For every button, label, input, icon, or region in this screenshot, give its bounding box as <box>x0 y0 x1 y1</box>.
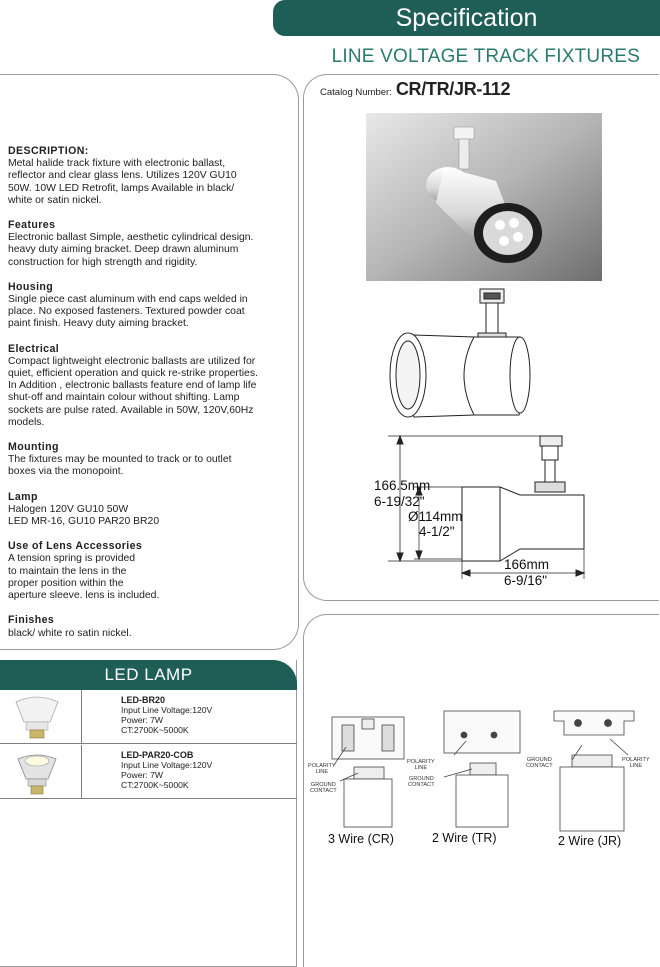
wiring-panel <box>303 614 659 967</box>
led-item-power: Power: 7W <box>121 770 164 780</box>
description-panel <box>0 74 299 650</box>
row-divider <box>81 745 82 798</box>
section-heading: Housing <box>8 280 54 293</box>
section-heading: Finishes <box>8 614 55 627</box>
page-subtitle: LINE VOLTAGE TRACK FIXTURES <box>331 46 640 67</box>
section-lens-accessories <box>8 540 296 602</box>
length-in-label: 6-9/16" <box>504 573 548 588</box>
jr-wire-label: 2 Wire (JR) <box>558 834 622 848</box>
section-features <box>8 219 296 269</box>
led-item-name: LED-PAR20-COB <box>121 750 194 760</box>
section-electrical <box>8 343 296 429</box>
section-body: Halogen 120V GU10 50W LED MR-16, GU10 PAR20 BR20 <box>8 503 160 528</box>
led-item-power: Power: 7W <box>121 715 164 725</box>
section-heading: Lamp <box>8 490 38 503</box>
section-body: The fixtures may be mounted to track or to outlet boxes via the monopoint. <box>8 454 232 478</box>
section-description <box>8 145 296 207</box>
led-item-name: LED-BR20 <box>121 695 166 705</box>
diameter-mm-label: Ø114mm <box>408 509 463 524</box>
row-divider <box>81 690 82 743</box>
section-body: Single piece cast aluminum with end caps welded in place. No exposed fasteners. Textured powder coat paint finish. Heavy duty aiming bracket. <box>8 294 248 330</box>
cr-ground-label: GROUND CONTACT <box>310 782 337 795</box>
section-lamp <box>8 491 296 529</box>
section-body: A tension spring is provided to maintain the lens in the proper position within the aperture sleeve. lens is included. <box>8 553 160 602</box>
spec-banner <box>273 0 660 36</box>
br20-lamp-icon <box>10 694 64 740</box>
cr-wire-label: 3 Wire (CR) <box>328 832 394 846</box>
led-item-info <box>121 695 212 735</box>
led-item-info <box>121 750 212 790</box>
section-mounting <box>8 441 296 479</box>
page-title: Specification <box>395 4 538 32</box>
height-in-label: 6-19/32" <box>374 494 425 509</box>
led-item-br20 <box>0 690 297 744</box>
section-finishes <box>8 614 296 639</box>
description-sections <box>8 145 296 652</box>
tr-polarity-label: POLARITY LINE <box>407 759 435 772</box>
jr-ground-label: GROUND CONTACT <box>526 757 553 770</box>
led-lamp-title: LED LAMP <box>0 660 297 690</box>
tr-wire-label: 2 Wire (TR) <box>432 831 497 845</box>
cr-polarity-label: POLARITY LINE <box>308 763 336 776</box>
led-item-voltage: Input Line Voltage:120V <box>121 760 213 770</box>
fixture-dimension-drawing <box>304 75 660 602</box>
catalog-label: Catalog Number: <box>320 87 392 98</box>
section-heading: Features <box>8 219 56 232</box>
section-body: Electronic ballast Simple, aesthetic cylindrical design. heavy duty aiming bracket. Deep drawn aluminum construction for high strength and rigidity. <box>8 232 254 268</box>
section-heading: Mounting <box>8 441 59 454</box>
diameter-in-label: 4-1/2" <box>419 524 455 539</box>
par20-lamp-icon <box>10 749 64 795</box>
tr-ground-label: GROUND CONTACT <box>408 776 435 789</box>
length-mm-label: 166mm <box>504 557 550 572</box>
section-body: Metal halide track fixture with electronic ballast, reflector and clear glass lens. Utilizes 120V GU10 50W. 10W LED Retrofit, lamps Available in black/ white or satin nickel. <box>8 158 237 206</box>
jr-polarity-label: POLARITY LINE <box>622 757 650 770</box>
section-heading: Use of Lens Accessories <box>8 540 143 553</box>
catalog-value: CR/TR/JR-112 <box>395 79 511 99</box>
led-item-ct: CT:2700K~5000K <box>121 725 189 735</box>
section-heading: Electrical <box>8 342 60 355</box>
led-item-ct: CT:2700K~5000K <box>121 780 189 790</box>
led-lamp-box <box>0 660 297 967</box>
section-housing <box>8 281 296 331</box>
led-item-voltage: Input Line Voltage:120V <box>121 705 213 715</box>
section-body: black/ white ro satin nickel. <box>8 627 132 639</box>
product-panel <box>303 74 659 601</box>
led-item-par20-cob <box>0 745 297 799</box>
section-heading: DESCRIPTION: <box>8 145 89 157</box>
section-body: Compact lightweight electronic ballasts are utilized for quiet, efficient operation and quick re-strike properties. In Addition , electronic ballasts feature end of lamp life shut-off and maintain colour without shifting. Lamp sockets are pulse rated. Available in 50W, 120V,60Hz models. <box>8 355 258 428</box>
wiring-diagrams <box>304 615 660 967</box>
height-mm-label: 166.5mm <box>374 478 431 493</box>
